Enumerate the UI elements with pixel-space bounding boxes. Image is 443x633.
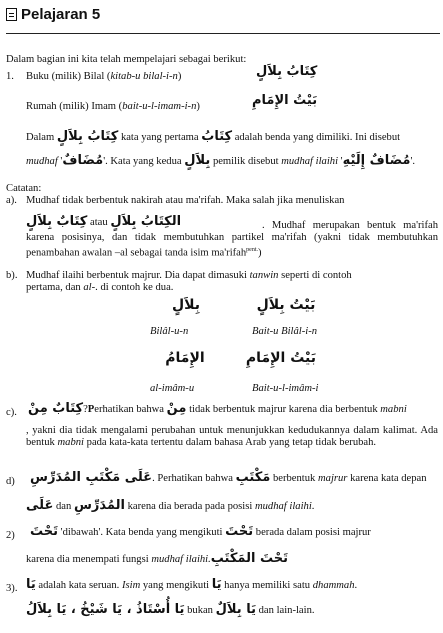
note-3-line2: يَا أُسْتَاذُ ، يَا شَيْخُ ، يَا بِلاَلُ bukan يَا بِلاَلٌ dan lain-lain.	[26, 602, 315, 617]
note-d-label: d)	[6, 476, 15, 487]
note-a-text: . Mudhaf merupakan bentuk ma'rifah karena posisinya, dan tidak membutuhkan partikel ma'rifah (yakni tidak membutuhkan penambahan awalan –al sebagai tanda isim ma'rifah$^{pent.}$)	[26, 220, 438, 259]
arabic-kitabu: كِتَابُ	[201, 129, 233, 144]
header-divider	[6, 33, 440, 34]
note-2-label: 2)	[6, 530, 15, 541]
example-translit-3: al-imâm-u	[150, 383, 195, 394]
note-3-label: 3).	[6, 583, 18, 594]
item1-line1: Buku (milik) Bilal (kitab-u bilal-i-n)	[26, 71, 182, 82]
item1-line2: Rumah (milik) Imam (bait-u-l-imam-i-n)	[26, 101, 200, 112]
item1-para2: mudhaf 'مُضَافٌ'. Kata yang kedua بِلاَلٍ pemilik disebut mudhaf ilaihi 'مُضَافٌ إِلَيْهِ'.	[26, 153, 416, 168]
example-translit-4: Bait-u-l-imâm-i	[252, 383, 319, 394]
note-a-label: a).	[6, 195, 17, 206]
note-d-line2: عَلَى dan المُدَرِّسِ karena dia berada pada posisi mudhaf ilaihi.	[26, 498, 315, 513]
note-b-label: b).	[6, 270, 18, 281]
note-a-line1: Mudhaf tidak berbentuk nakirah atau ma'rifah. Maka salah jika menuliskan	[26, 195, 345, 206]
example-arabic-1: بِلاَلٍ	[171, 297, 201, 313]
note-d-line1: عَلَى مَكْتَبِ المُدَرِّسِ. Perhatikan bahwa مَكْتَبِ berbentuk majrur karena kata depan	[30, 470, 427, 485]
item1-number: 1.	[6, 71, 14, 82]
item1-line1-arabic: كِتَابُ بِلاَلٍ	[256, 64, 318, 79]
note-2-line1: تَحْتَ 'dibawah'. Kata benda yang mengikuti تَحْتَ berada dalam posisi majrur	[30, 524, 371, 539]
lesson-title: Pelajaran 5	[21, 6, 101, 23]
example-translit-2: Bait-u Bilâl-i-n	[252, 326, 318, 337]
note-b-line2: pertama, dan al-. di contoh ke dua.	[26, 282, 174, 293]
example-arabic-3: الإِمَامُ	[165, 350, 205, 366]
item1-line2-arabic: بَيْتُ الإِمَامِ	[252, 93, 318, 108]
example-arabic-4: بَيْتُ الإِمَامِ	[245, 350, 316, 366]
example-arabic-2: بَيْتُ بِلاَلٍ	[256, 297, 316, 313]
catatan-label: Catatan:	[6, 183, 42, 194]
document-icon	[6, 8, 17, 21]
item1-para1: Dalam كِتَابُ بِلاَلٍ kata yang pertama كِتَابُ adalah benda yang dimiliki. Ini disebut	[26, 129, 401, 144]
note-a-arabic-line: كِتَابٌ بِلاَلٍ atau الكِتَابُ بِلاَلٍ	[26, 214, 182, 229]
note-b-line1: Mudhaf ilaihi berbentuk majrur. Dia dapat dimasuki tanwin seperti di contoh	[26, 270, 352, 281]
lesson-header	[6, 6, 100, 23]
note-c-line1: كِتَابٌ مِنْ?Perhatikan bahwa مِنْ tidak berbentuk majrur karena dia berbentuk mabni	[28, 401, 407, 416]
example-translit-1: Bilâl-u-n	[150, 326, 189, 337]
note-c-label: c).	[6, 407, 17, 418]
note-2-line2: karena dia menempati fungsi mudhaf ilaihi.تَحْتَ المَكْتَبِ	[26, 551, 289, 566]
note-3-line1: يَا adalah kata seruan. Isim yang mengikuti يَا hanya memiliki satu dhammah.	[26, 577, 358, 592]
intro-text: Dalam bagian ini kita telah mempelajari sebagai berikut:	[6, 54, 247, 65]
note-c-text: , yakni dia tidak mengalami perubahan untuk menunjukkan kedudukannya dalam kalimat. Ada bentuk mabni pada kata-kata tertentu dalam bahasa Arab yang tetap tidak berubah.	[26, 425, 438, 448]
arabic-kitabu-bilal: كِتَابُ بِلاَلٍ	[56, 129, 119, 144]
